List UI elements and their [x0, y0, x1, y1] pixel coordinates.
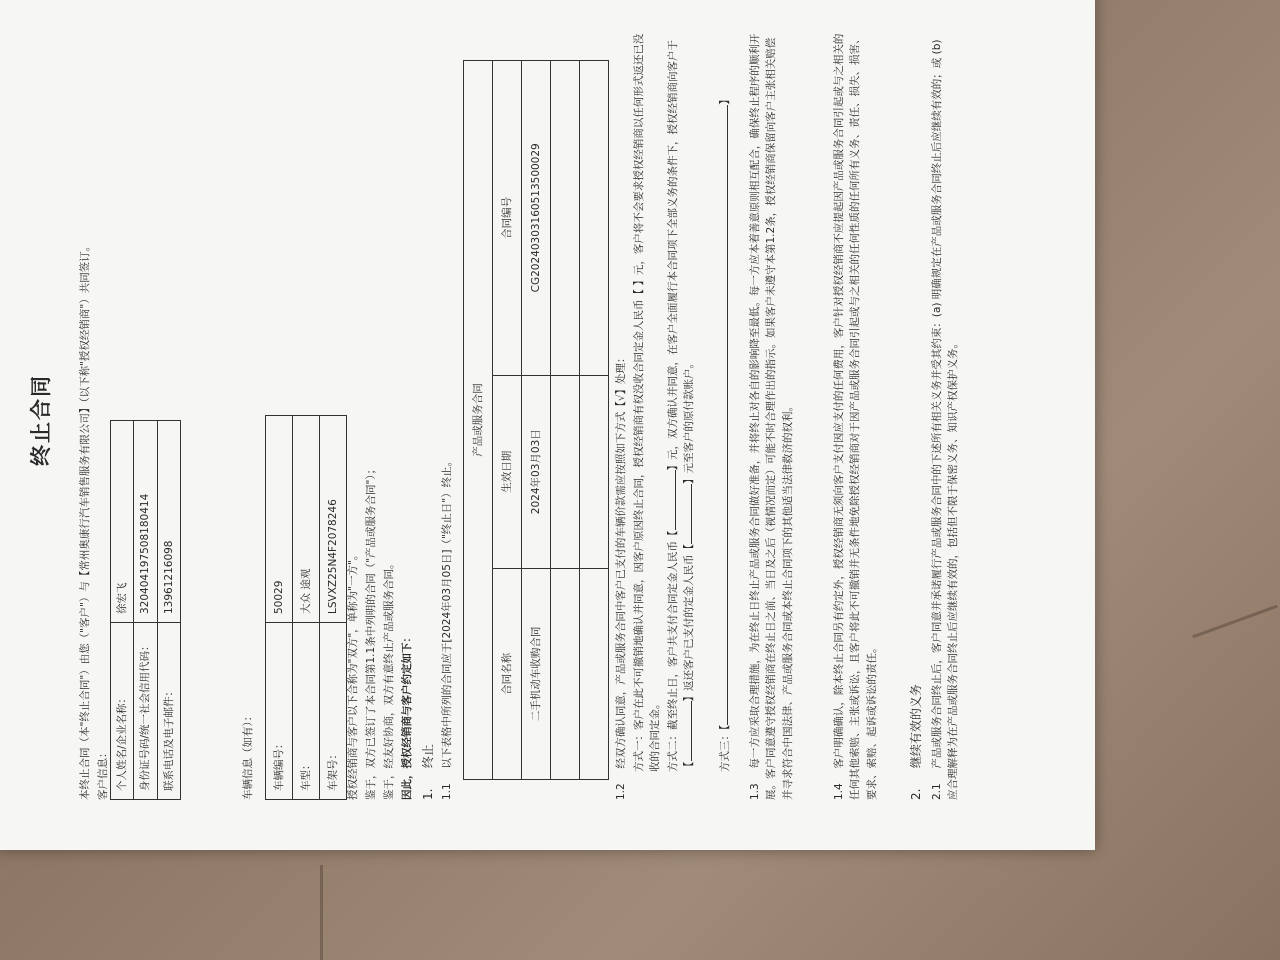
handwritten-check-mark: √: [615, 394, 627, 402]
floor-seam: [320, 865, 323, 960]
vehicle-section-label: 车辆信息（如有）：: [242, 710, 254, 800]
table-row: [320, 416, 347, 800]
option-2-text: 】元，双方确认并同意，在客户全面履行本合同项下全部义务的条件下，授权经销商向客户于【: [667, 40, 696, 772]
vehicle-info-table: [265, 415, 347, 800]
table-row: [293, 416, 320, 800]
column-header: 合同名称: [493, 568, 522, 779]
table-cell-label: 车型：: [293, 623, 320, 800]
clause-1-2: [613, 30, 629, 800]
table-cell-label: 联系电话及电子邮件：: [157, 623, 180, 800]
clause-text: 客户明确确认，除本终止合同另有约定外，授权经销商无须向客户支付因应支付的任何费用，客户针对授权经销商不应提起因产品或服务合同引起或与之相关的任何其他索赔、主张或诉讼，且客户将此不可撤销并无条件地免除授权经销商对于因产品或服务合同引起或与之相关的任何性质的任何所有义务、责任、损失、损害、要求、索赔、起诉或诉讼的责任。: [833, 33, 878, 800]
table-row: [522, 61, 551, 780]
table-cell: [580, 61, 609, 376]
section-title: 终止: [421, 744, 435, 769]
document-title: 终止合同: [29, 374, 53, 466]
section-2-heading: [907, 30, 926, 800]
table-row: [134, 421, 157, 800]
customer-section-label: 客户信息：: [97, 747, 109, 800]
table-cell: [580, 375, 609, 568]
table-cell-label: 个人姓名/企业名称：: [111, 623, 134, 800]
clause-text: 以下表格中所列的合同应于[2024年03月05日]（"终止日"）终止。: [441, 455, 453, 769]
clause-number: 1.2: [615, 783, 627, 800]
clause-1-3: [747, 30, 796, 800]
blank-line: [681, 484, 692, 544]
table-cell-value: 320404197508180414: [134, 421, 157, 623]
clause-2-1: [929, 30, 962, 800]
table-cell-label: 身份证号码/统一社会信用代码：: [134, 623, 157, 800]
table-cell-label: 车架号：: [320, 623, 347, 800]
table-row: [266, 416, 293, 800]
section-number: 1.: [421, 788, 435, 800]
table-cell: CG20240303160513500029: [522, 61, 551, 376]
table-cell-value: 徐宏飞: [111, 421, 134, 623]
clause-number: 2.1: [931, 783, 943, 800]
section-1-heading: [419, 30, 438, 800]
clause-text: 每一方应采取合理措施，为在终止日终止产品或服务合同做好准备，并将终止对各自的影响降至最低。每一方应本着善意原则相互配合，确保终止程序的顺利开展。客户同意遵守授权经销商在终止日之前、当日及之后（视情况而定）可能不时合理作出的指示。如果客户未遵守本第1.2条，授权经销商保留向客户主张相关赔偿并寻求符合中国法律、产品或服务合同或本终止合同项下的其他适当法律救济的权利。: [749, 33, 794, 800]
table-header-row: [493, 61, 522, 780]
table-cell-value: 13961216098: [157, 421, 180, 623]
parties-definition: 授权经销商与客户以下合称为"双方"，单称为"一方"。: [347, 549, 359, 800]
option-2-text: 方式二：截至终止日，客户共支付合同定金人民币【: [667, 530, 679, 772]
clause-text: 产品或服务合同终止后，客户同意并承诺履行产品或服务合同中的下述所有相关义务并受其约束：(a) 明确规定在产品或服务合同终止后应继续有效的；或 (b) 应合理解释为在产品或服务合同终止后应继续有效的，包括但不限于保密义务、知识产权保护义务。: [931, 39, 960, 800]
table-row: [157, 421, 180, 800]
table-caption: 产品或服务合同: [464, 61, 493, 780]
option-3-text: 方式三：【: [719, 724, 731, 772]
section-title: 继续有效的义务: [909, 684, 923, 769]
option-3: [717, 30, 733, 772]
table-cell: [551, 568, 580, 779]
table-row: [111, 421, 134, 800]
floor-seam: [1192, 605, 1278, 639]
customer-info-table: [110, 420, 181, 800]
clause-text-tail: 】处理：: [615, 352, 627, 395]
table-cell: [551, 375, 580, 568]
column-header: 生效日期: [493, 375, 522, 568]
option-2: [665, 30, 698, 772]
product-contract-table: [463, 60, 609, 780]
table-row: [580, 61, 609, 780]
table-cell: [580, 568, 609, 779]
option-3-text: 】: [719, 94, 731, 105]
blank-line: [717, 105, 728, 725]
column-header: 合同编号: [493, 61, 522, 376]
therefore-clause: 因此，授权经销商与客户约定如下：: [401, 632, 413, 800]
table-cell-value: 大众 途观: [293, 416, 320, 623]
table-cell: 2024年03月03日: [522, 375, 551, 568]
section-number: 2.: [909, 788, 923, 800]
clause-number: 1.4: [833, 783, 845, 800]
table-cell: [551, 61, 580, 376]
table-cell-value: LSVXZ25N4F2078246: [320, 416, 347, 623]
table-row: [551, 61, 580, 780]
intro-paragraph: 本终止合同（本"终止合同"）由您（"客户"）与【常州奥康行汽车销售服务有限公司】（以下称"授权经销商"）共同签订。: [79, 240, 91, 800]
whereas-clause-1: 鉴于，双方已签订了本合同第1.1条中列明的合同（"产品或服务合同"）；: [365, 463, 377, 800]
clause-1-1: [439, 30, 455, 800]
option-1: 方式一：客户在此不可撤销地确认并同意，因客户原因终止合同，授权经销商有权没收合同定金人民币【 】元，客户将不会要求授权经销商以任何形式返还已没收的合同定金。: [633, 33, 662, 772]
table-row: [464, 61, 493, 780]
clause-text: 经双方确认同意，产品或服务合同中客户已支付的车辆价款需应按照如下方式【: [615, 401, 627, 769]
table-cell-value: 50029: [266, 416, 293, 623]
whereas-clause-2: 鉴于，经友好协商，双方有意终止产品或服务合同。: [383, 558, 395, 800]
clause-number: 1.1: [441, 783, 453, 800]
table-cell-label: 车辆编号：: [266, 623, 293, 800]
clause-1-4: [831, 30, 880, 800]
blank-line: [681, 702, 692, 762]
option-2-text: 】元至客户的原付款账户。: [683, 358, 696, 484]
blank-line: [665, 471, 676, 531]
table-cell: 二手机动车收购合同: [522, 568, 551, 779]
clause-number: 1.3: [749, 783, 761, 800]
option-2-text: 】返还客户已支付的定金人民币【: [683, 544, 696, 702]
